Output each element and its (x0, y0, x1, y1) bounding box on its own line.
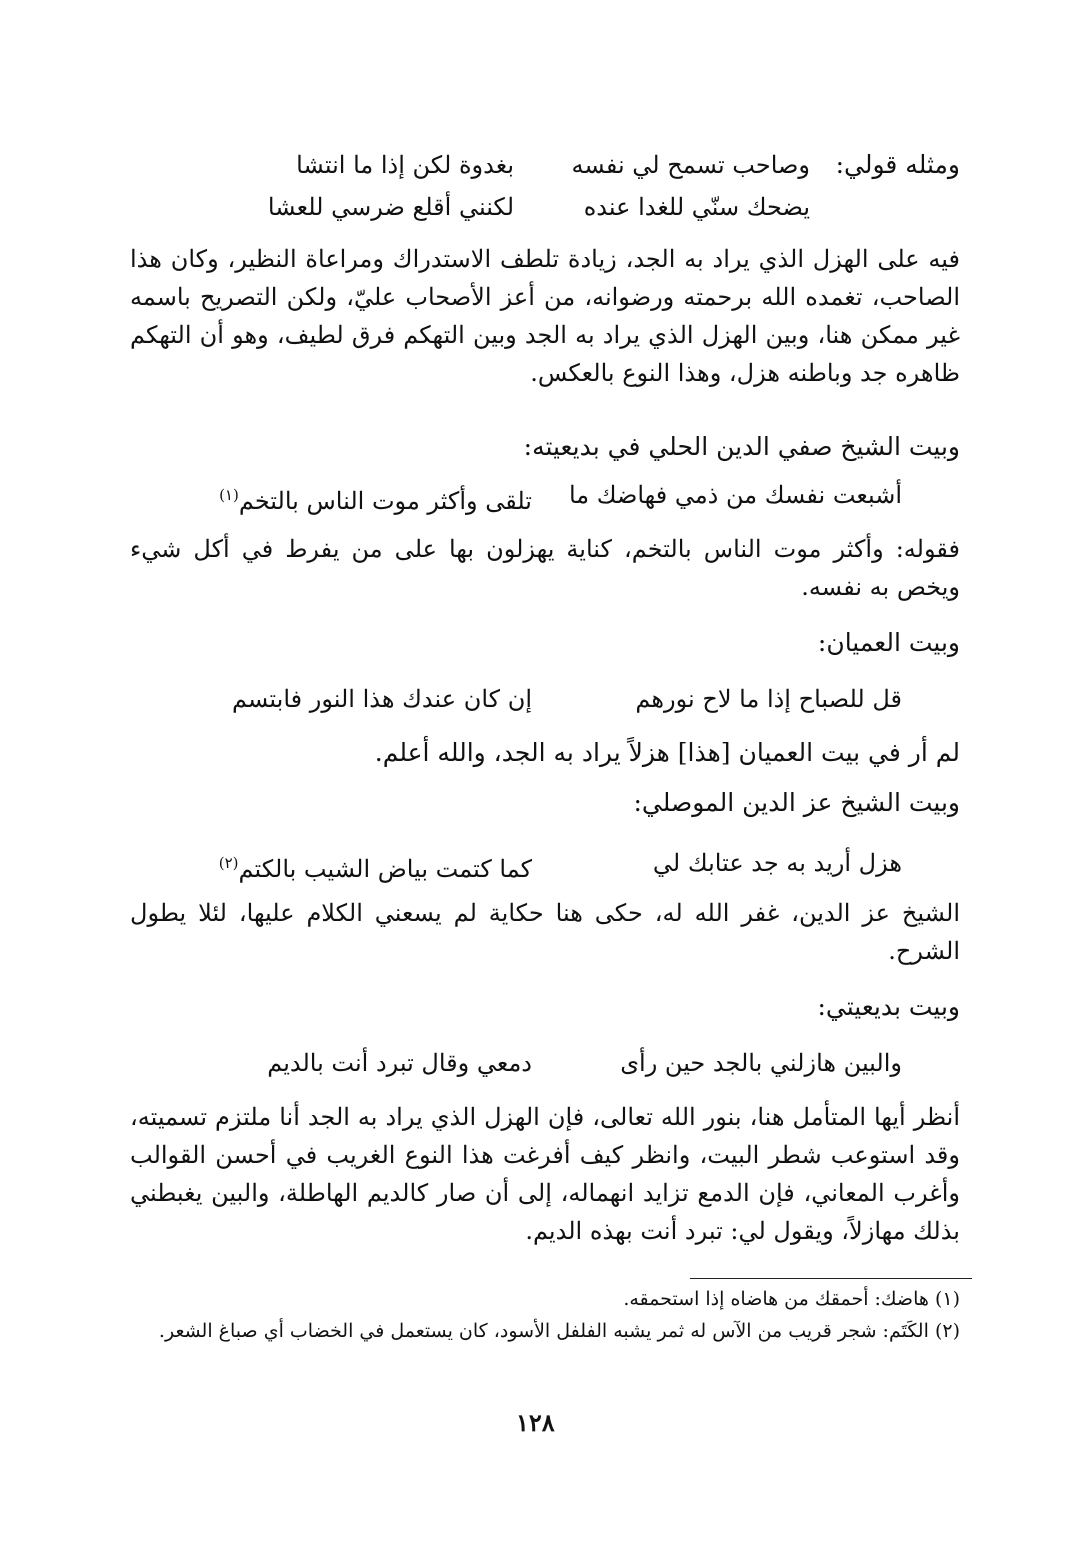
page-number: ١٢٨ (516, 1408, 555, 1437)
izz-verse-second (219, 846, 532, 886)
footnote-2 (130, 1316, 960, 1346)
footnote-1-text: هاضك: أحمقك من هاضاه إذا استحمقه. (623, 1288, 929, 1310)
paragraph-1: فيه على الهزل الذي يراد به الجد، زيادة تلطف الاستدراك ومراعاة النظير، وكان هذا الصاحب، تغمده الله برحمته ورضوانه، من أعز الأصحاب عليّ، ولكن التصريح باسمه غير ممكن هنا، وبين الهزل الذي يراد به الجد وبين التهكم فرق لطيف، وهو أن التهكم ظاهره جد وباطنه هزل، وهذا النوع بالعكس. (130, 245, 960, 387)
mine-verse-second: دمعي وقال تبرد أنت بالديم (267, 1049, 532, 1077)
footnote-ref-1: (١) (219, 486, 239, 504)
footnote-ref-2: (٢) (218, 854, 239, 872)
umyan-heading: وبيت العميان: (817, 628, 960, 657)
mine-heading: وبيت بديعيتي: (817, 992, 960, 1021)
izz-verse-first: هزل أريد به جد عتابك لي (652, 849, 902, 877)
poem1-line1-second: بغدوة لكن إذا ما انتشا (296, 151, 514, 179)
izz-heading: وبيت الشيخ عز الدين الموصلي: (633, 788, 960, 817)
umyan-verse-first: قل للصباح إذا ما لاح نورهم (635, 685, 902, 713)
footnote-2-text: الكَتَم: شجر قريب من الآس له ثمر يشبه الفلفل الأسود، كان يستعمل في الخضاب أي صباغ الشعر. (158, 1320, 929, 1342)
footnote-1 (130, 1284, 960, 1314)
izz-comment: الشيخ عز الدين، غفر الله له، حكى هنا حكاية لم يسعني الكلام عليها، لئلا يطول الشرح. (130, 899, 960, 965)
safi-verse-first: أشبعت نفسك من ذمي فهاضك ما (568, 481, 902, 509)
umyan-comment: لم أر في بيت العميان [هذا] هزلاً يراد به الجد، والله أعلم. (374, 738, 960, 767)
safi-verse-second-text: تلقى وأكثر موت الناس بالتخم (238, 487, 532, 515)
paragraph-2: فقوله: وأكثر موت الناس بالتخم، كناية يهزلون بها على من يفرط في أكل شيء ويخص به نفسه. (130, 535, 960, 601)
poem1-line2-second: لكنني أقلع ضرسي للعشا (267, 193, 514, 221)
footnote-divider (690, 1278, 972, 1279)
footnote-2-number: (٢) (934, 1320, 960, 1342)
izz-verse-second-text: كما كتمت بياض الشيب بالكتم (238, 855, 532, 883)
umyan-verse-second: إن كان عندك هذا النور فابتسم (232, 685, 532, 713)
paragraph-3: أنظر أيها المتأمل هنا، بنور الله تعالى، فإن الهزل الذي يراد به الجد أنا ملتزم تسميته، وقد استوعب شطر البيت، وانظر كيف أفرغت هذا النوع الغريب في أحسن القوالب وأغرب المعاني، فإن الدمع تزايد انهماله، إلى أن صار كالديم الهاطلة، والبين يغبطني بذلك مهازلاً، ويقول لي: تبرد أنت بهذه الديم. (130, 1103, 960, 1245)
footnote-1-number: (١) (934, 1288, 960, 1310)
safi-heading: وبيت الشيخ صفي الدين الحلي في بديعيته: (523, 432, 960, 461)
poem1-line2-first: يضحك سنّي للغدا عنده (583, 193, 810, 221)
poem1-line1-first: وصاحب تسمح لي نفسه (571, 151, 810, 179)
safi-verse-second (219, 478, 532, 518)
mine-verse-first: والبين هازلني بالجد حين رأى (620, 1049, 902, 1077)
intro-label: ومثله قولي: (835, 150, 960, 179)
poem-intro (836, 148, 960, 182)
